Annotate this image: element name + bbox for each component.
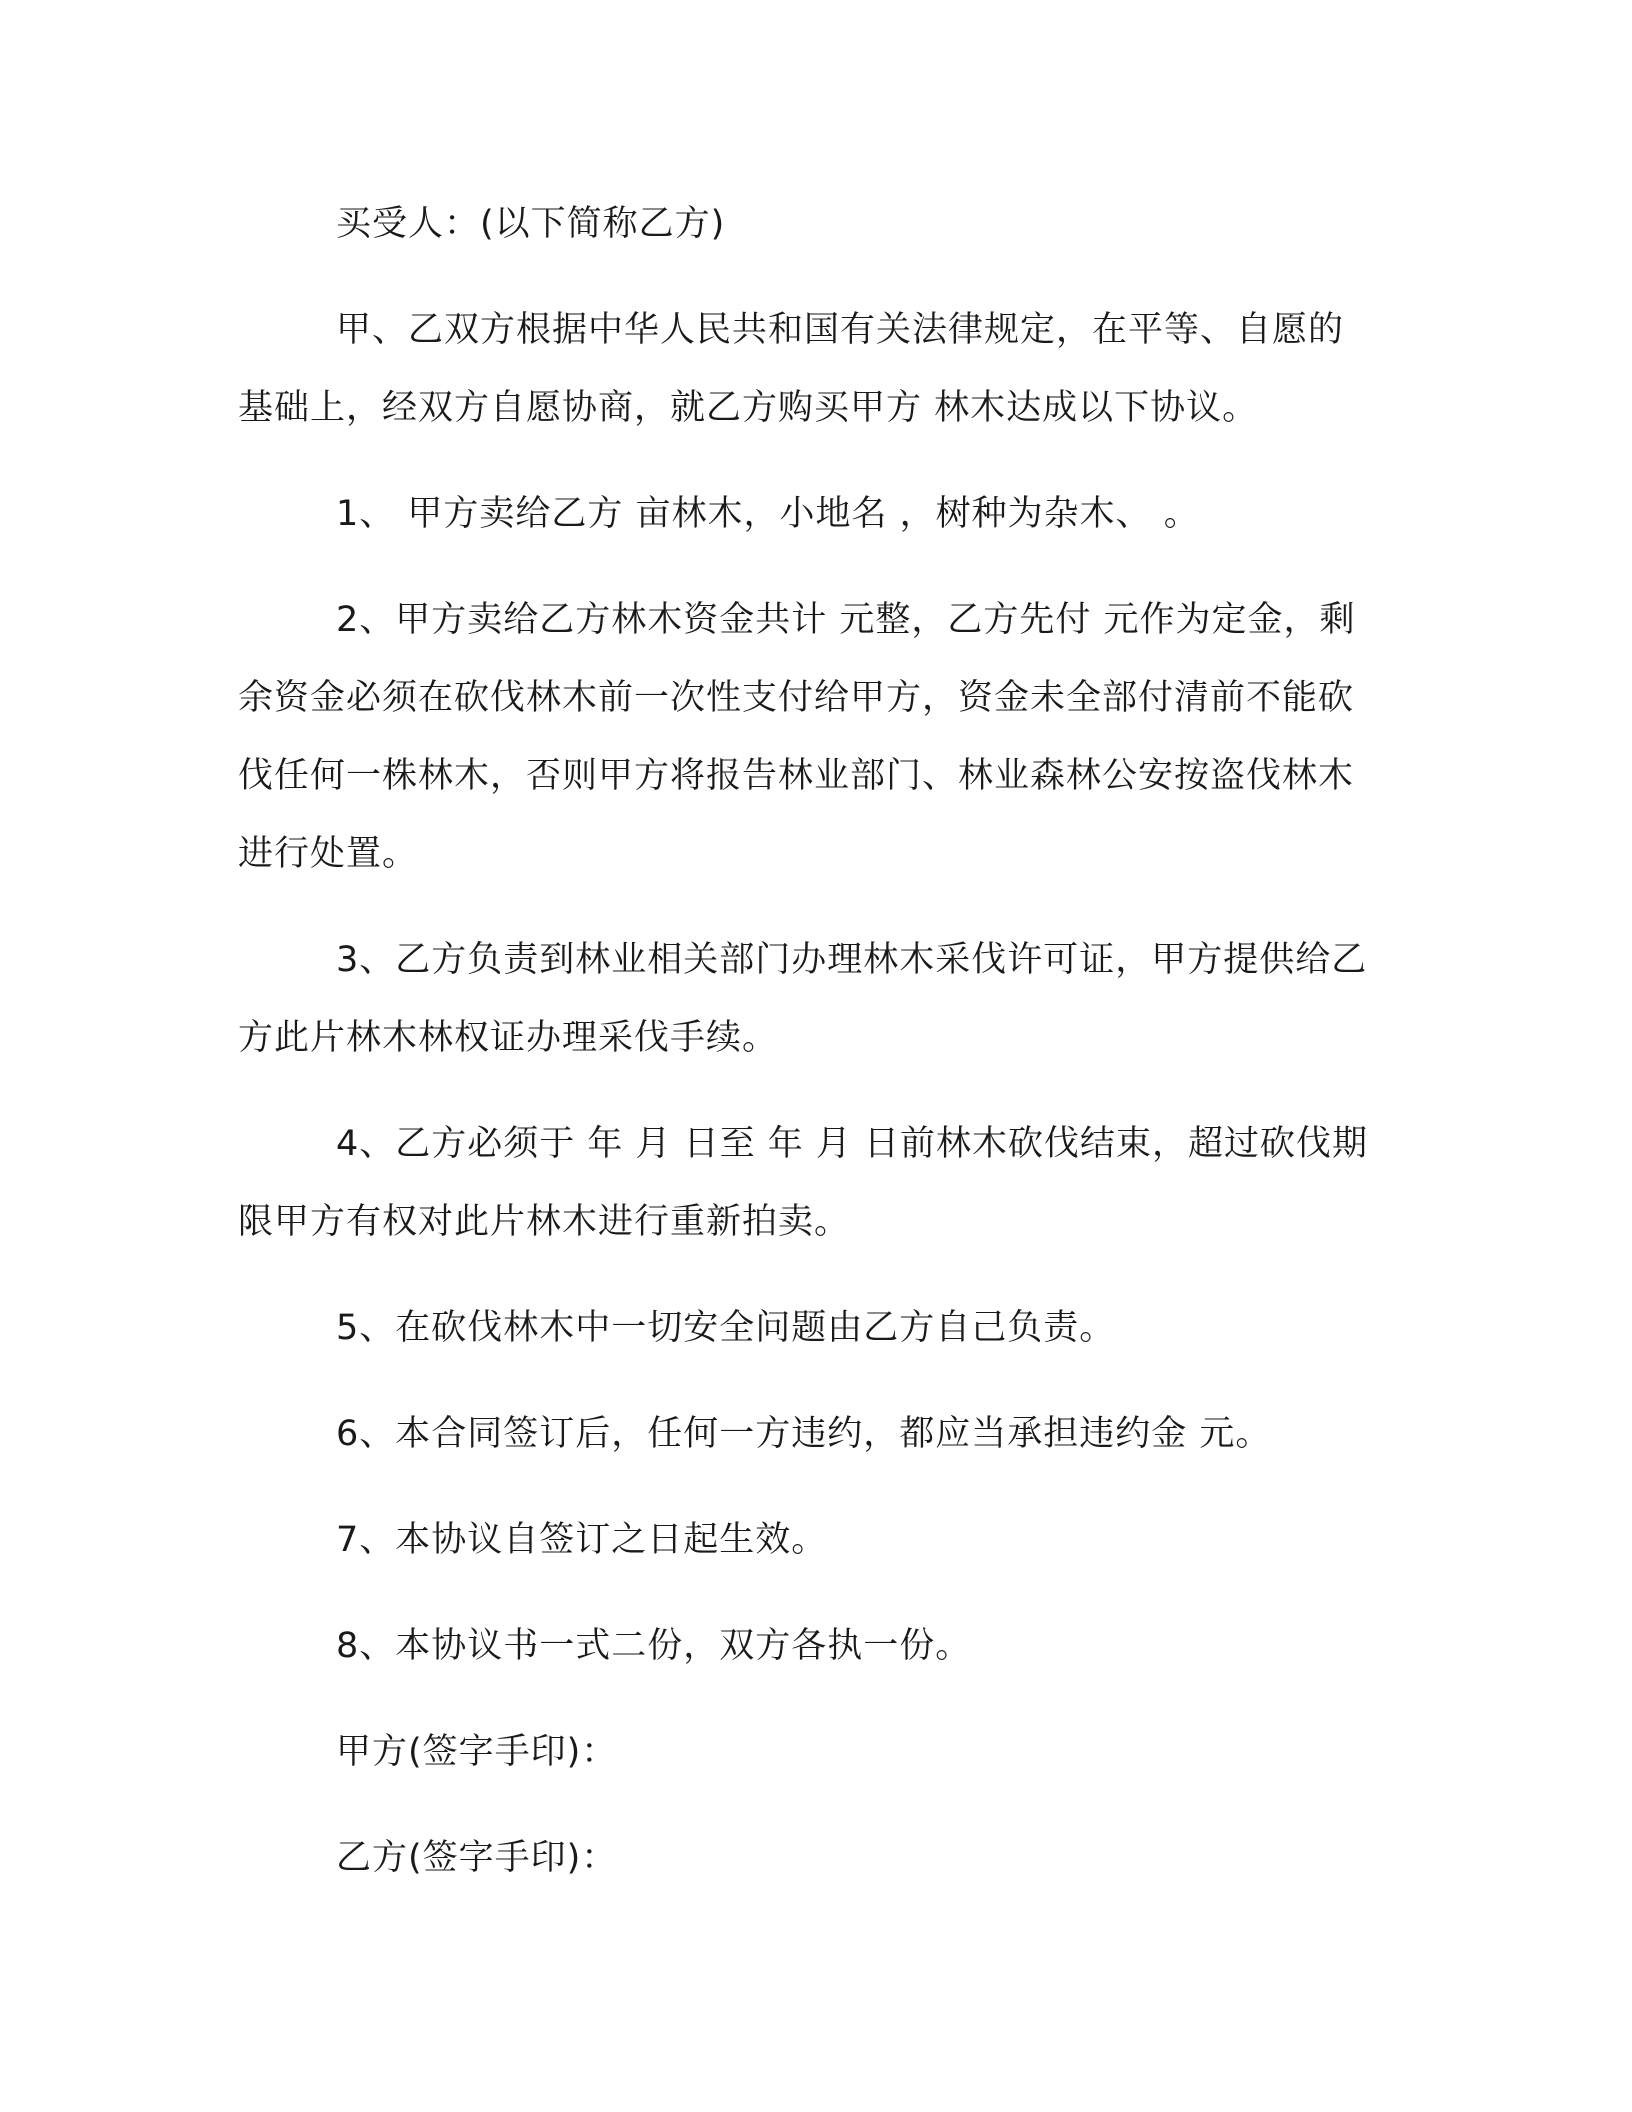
buyer-line: 买受人：(以下简称乙方): [336, 204, 726, 244]
party-a-signature-line: 甲方(签字手印)：: [336, 1732, 618, 1772]
clause-2: 2、甲方卖给乙方林木资金共计 元整，乙方先付 元作为定金，剩余资金必须在砍伐林木前一次性支付给甲方，资金未全部付清前不能砍伐任何一株林木，否则甲方将报告林业部门、林业森林公安按盗伐林木进行处置。: [238, 600, 1356, 874]
clause-8: 8、本协议书一式二份，双方各执一份。: [336, 1626, 972, 1666]
clause-5: 5、在砍伐林木中一切安全问题由乙方自己负责。: [336, 1308, 1116, 1348]
party-b-signature-line: 乙方(签字手印)：: [336, 1838, 618, 1878]
clause-1: 1、 甲方卖给乙方 亩林木，小地名 ，树种为杂木、 。: [336, 494, 1200, 534]
preamble-paragraph: 甲、乙双方根据中华人民共和国有关法律规定，在平等、自愿的基础上，经双方自愿协商，就乙方购买甲方 林木达成以下协议。: [238, 310, 1345, 428]
document-body: [238, 185, 1378, 1925]
clause-7: 7、本协议自签订之日起生效。: [336, 1520, 828, 1560]
clause-4: 4、乙方必须于 年 月 日至 年 月 日前林木砍伐结束，超过砍伐期限甲方有权对此片林木进行重新拍卖。: [238, 1124, 1369, 1242]
clause-6: 6、本合同签订后，任何一方违约，都应当承担违约金 元。: [336, 1414, 1272, 1454]
clause-3: 3、乙方负责到林业相关部门办理林木采伐许可证，甲方提供给乙方此片林木林权证办理采伐手续。: [238, 940, 1368, 1058]
